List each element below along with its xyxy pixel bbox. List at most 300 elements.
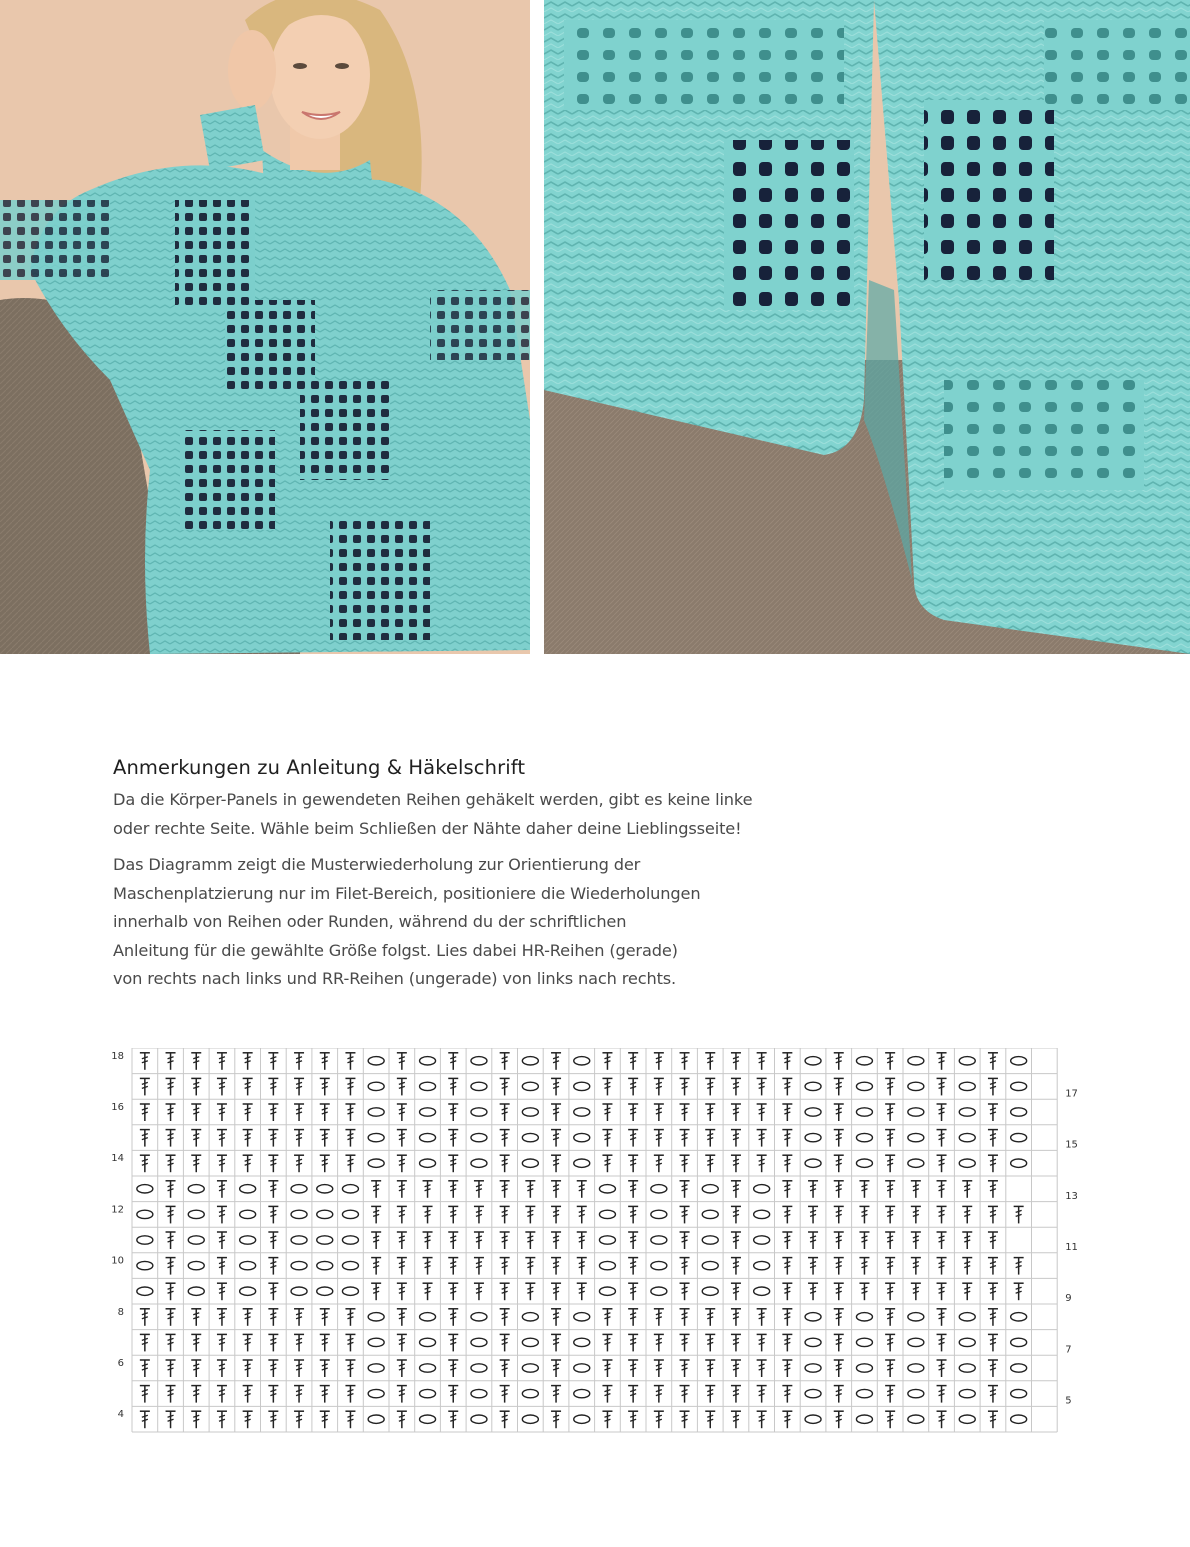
- chain-stitch-icon: [420, 1389, 436, 1397]
- treble-crochet-stitch-icon: [937, 1155, 947, 1172]
- chain-stitch-icon: [137, 1210, 153, 1218]
- treble-crochet-stitch-icon: [757, 1053, 767, 1070]
- treble-crochet-stitch-icon: [397, 1104, 407, 1121]
- treble-crochet-stitch-icon: [885, 1283, 895, 1300]
- chain-stitch-icon: [342, 1185, 358, 1193]
- chain-stitch-icon: [574, 1108, 590, 1116]
- chain-stitch-icon: [368, 1364, 384, 1372]
- chain-stitch-icon: [856, 1389, 872, 1397]
- treble-crochet-stitch-icon: [268, 1309, 278, 1326]
- chain-stitch-icon: [702, 1236, 718, 1244]
- treble-crochet-stitch-icon: [628, 1053, 638, 1070]
- treble-crochet-stitch-icon: [731, 1283, 741, 1300]
- treble-crochet-stitch-icon: [782, 1130, 792, 1147]
- treble-crochet-stitch-icon: [294, 1155, 304, 1172]
- treble-crochet-stitch-icon: [500, 1155, 510, 1172]
- treble-crochet-stitch-icon: [731, 1411, 741, 1428]
- chain-stitch-icon: [651, 1236, 667, 1244]
- chain-stitch-icon: [908, 1415, 924, 1423]
- chain-stitch-icon: [574, 1159, 590, 1167]
- chain-stitch-icon: [342, 1261, 358, 1269]
- treble-crochet-stitch-icon: [551, 1130, 561, 1147]
- treble-crochet-stitch-icon: [937, 1130, 947, 1147]
- row-number-label: 10: [111, 1255, 124, 1267]
- treble-crochet-stitch-icon: [294, 1130, 304, 1147]
- treble-crochet-stitch-icon: [500, 1130, 510, 1147]
- treble-crochet-stitch-icon: [217, 1130, 227, 1147]
- treble-crochet-stitch-icon: [885, 1206, 895, 1223]
- treble-crochet-stitch-icon: [705, 1334, 715, 1351]
- chain-stitch-icon: [420, 1338, 436, 1346]
- chain-stitch-icon: [188, 1261, 204, 1269]
- treble-crochet-stitch-icon: [217, 1155, 227, 1172]
- treble-crochet-stitch-icon: [217, 1232, 227, 1249]
- chain-stitch-icon: [522, 1313, 538, 1321]
- treble-crochet-stitch-icon: [217, 1309, 227, 1326]
- chart-row: [140, 1130, 1078, 1151]
- chain-stitch-icon: [368, 1415, 384, 1423]
- chain-stitch-icon: [317, 1261, 333, 1269]
- treble-crochet-stitch-icon: [654, 1155, 664, 1172]
- chain-stitch-icon: [805, 1057, 821, 1065]
- treble-crochet-stitch-icon: [140, 1130, 150, 1147]
- chain-stitch-icon: [805, 1313, 821, 1321]
- chain-stitch-icon: [856, 1338, 872, 1346]
- treble-crochet-stitch-icon: [988, 1309, 998, 1326]
- chain-stitch-icon: [1011, 1415, 1027, 1423]
- treble-crochet-stitch-icon: [1014, 1283, 1024, 1300]
- treble-crochet-stitch-icon: [885, 1258, 895, 1275]
- treble-crochet-stitch-icon: [577, 1181, 587, 1198]
- treble-crochet-stitch-icon: [217, 1053, 227, 1070]
- chain-stitch-icon: [137, 1185, 153, 1193]
- chart-row: [111, 1204, 1023, 1223]
- chain-stitch-icon: [1011, 1338, 1027, 1346]
- chain-stitch-icon: [1011, 1389, 1027, 1397]
- treble-crochet-stitch-icon: [397, 1283, 407, 1300]
- chart-row: [140, 1334, 1072, 1355]
- treble-crochet-stitch-icon: [448, 1411, 458, 1428]
- chain-stitch-icon: [574, 1057, 590, 1065]
- chain-stitch-icon: [754, 1261, 770, 1269]
- treble-crochet-stitch-icon: [577, 1283, 587, 1300]
- treble-crochet-stitch-icon: [345, 1155, 355, 1172]
- row-number-label: 14: [111, 1153, 124, 1165]
- treble-crochet-stitch-icon: [423, 1206, 433, 1223]
- treble-crochet-stitch-icon: [680, 1078, 690, 1095]
- notes-line: Das Diagramm zeigt die Musterwiederholung zur Orientierung der: [113, 855, 641, 874]
- chain-stitch-icon: [368, 1108, 384, 1116]
- treble-crochet-stitch-icon: [500, 1360, 510, 1377]
- chain-stitch-icon: [805, 1389, 821, 1397]
- treble-crochet-stitch-icon: [525, 1181, 535, 1198]
- treble-crochet-stitch-icon: [680, 1155, 690, 1172]
- treble-crochet-stitch-icon: [628, 1130, 638, 1147]
- chain-stitch-icon: [599, 1287, 615, 1295]
- chain-stitch-icon: [471, 1108, 487, 1116]
- treble-crochet-stitch-icon: [757, 1078, 767, 1095]
- treble-crochet-stitch-icon: [217, 1283, 227, 1300]
- treble-crochet-stitch-icon: [962, 1206, 972, 1223]
- chart-row: [118, 1409, 1027, 1428]
- chain-stitch-icon: [574, 1133, 590, 1141]
- treble-crochet-stitch-icon: [654, 1334, 664, 1351]
- treble-crochet-stitch-icon: [937, 1334, 947, 1351]
- treble-crochet-stitch-icon: [397, 1155, 407, 1172]
- treble-crochet-stitch-icon: [191, 1104, 201, 1121]
- treble-crochet-stitch-icon: [705, 1104, 715, 1121]
- treble-crochet-stitch-icon: [885, 1104, 895, 1121]
- chain-stitch-icon: [856, 1313, 872, 1321]
- treble-crochet-stitch-icon: [808, 1232, 818, 1249]
- treble-crochet-stitch-icon: [448, 1206, 458, 1223]
- treble-crochet-stitch-icon: [731, 1334, 741, 1351]
- treble-crochet-stitch-icon: [911, 1283, 921, 1300]
- treble-crochet-stitch-icon: [988, 1360, 998, 1377]
- chain-stitch-icon: [574, 1389, 590, 1397]
- treble-crochet-stitch-icon: [731, 1130, 741, 1147]
- notes-paragraph-2: [113, 851, 853, 994]
- treble-crochet-stitch-icon: [885, 1334, 895, 1351]
- treble-crochet-stitch-icon: [371, 1206, 381, 1223]
- treble-crochet-stitch-icon: [243, 1104, 253, 1121]
- treble-crochet-stitch-icon: [371, 1283, 381, 1300]
- treble-crochet-stitch-icon: [371, 1232, 381, 1249]
- treble-crochet-stitch-icon: [217, 1411, 227, 1428]
- treble-crochet-stitch-icon: [731, 1053, 741, 1070]
- chain-stitch-icon: [908, 1133, 924, 1141]
- chain-stitch-icon: [908, 1389, 924, 1397]
- treble-crochet-stitch-icon: [166, 1334, 176, 1351]
- row-number-label: 11: [1065, 1242, 1078, 1253]
- treble-crochet-stitch-icon: [988, 1283, 998, 1300]
- treble-crochet-stitch-icon: [191, 1053, 201, 1070]
- treble-crochet-stitch-icon: [680, 1104, 690, 1121]
- chain-stitch-icon: [1011, 1108, 1027, 1116]
- treble-crochet-stitch-icon: [243, 1386, 253, 1403]
- chart-row: [137, 1232, 1078, 1253]
- treble-crochet-stitch-icon: [705, 1078, 715, 1095]
- chain-stitch-icon: [599, 1185, 615, 1193]
- treble-crochet-stitch-icon: [962, 1283, 972, 1300]
- treble-crochet-stitch-icon: [937, 1258, 947, 1275]
- treble-crochet-stitch-icon: [988, 1130, 998, 1147]
- notes-heading: Anmerkungen zu Anleitung & Häkelschrift: [113, 756, 526, 779]
- treble-crochet-stitch-icon: [680, 1206, 690, 1223]
- chart-row: [140, 1386, 1072, 1407]
- treble-crochet-stitch-icon: [500, 1078, 510, 1095]
- chain-stitch-icon: [471, 1159, 487, 1167]
- chain-stitch-icon: [1011, 1364, 1027, 1372]
- chain-stitch-icon: [420, 1082, 436, 1090]
- chain-stitch-icon: [240, 1287, 256, 1295]
- treble-crochet-stitch-icon: [705, 1411, 715, 1428]
- treble-crochet-stitch-icon: [680, 1309, 690, 1326]
- treble-crochet-stitch-icon: [345, 1104, 355, 1121]
- treble-crochet-stitch-icon: [731, 1078, 741, 1095]
- treble-crochet-stitch-icon: [345, 1309, 355, 1326]
- chart-row: [111, 1256, 1023, 1275]
- treble-crochet-stitch-icon: [911, 1258, 921, 1275]
- treble-crochet-stitch-icon: [782, 1155, 792, 1172]
- row-number-label: 12: [111, 1204, 124, 1216]
- treble-crochet-stitch-icon: [731, 1309, 741, 1326]
- treble-crochet-stitch-icon: [345, 1360, 355, 1377]
- chain-stitch-icon: [368, 1159, 384, 1167]
- treble-crochet-stitch-icon: [448, 1053, 458, 1070]
- treble-crochet-stitch-icon: [834, 1181, 844, 1198]
- chain-stitch-icon: [240, 1185, 256, 1193]
- chain-stitch-icon: [959, 1389, 975, 1397]
- treble-crochet-stitch-icon: [731, 1232, 741, 1249]
- treble-crochet-stitch-icon: [988, 1411, 998, 1428]
- treble-crochet-stitch-icon: [243, 1053, 253, 1070]
- chain-stitch-icon: [291, 1185, 307, 1193]
- treble-crochet-stitch-icon: [268, 1104, 278, 1121]
- treble-crochet-stitch-icon: [140, 1360, 150, 1377]
- treble-crochet-stitch-icon: [166, 1206, 176, 1223]
- treble-crochet-stitch-icon: [628, 1386, 638, 1403]
- treble-crochet-stitch-icon: [937, 1386, 947, 1403]
- treble-crochet-stitch-icon: [731, 1360, 741, 1377]
- chain-stitch-icon: [754, 1287, 770, 1295]
- treble-crochet-stitch-icon: [140, 1309, 150, 1326]
- treble-crochet-stitch-icon: [166, 1386, 176, 1403]
- chain-stitch-icon: [805, 1159, 821, 1167]
- treble-crochet-stitch-icon: [782, 1104, 792, 1121]
- chain-stitch-icon: [137, 1287, 153, 1295]
- treble-crochet-stitch-icon: [371, 1181, 381, 1198]
- chain-stitch-icon: [522, 1082, 538, 1090]
- chain-stitch-icon: [471, 1364, 487, 1372]
- treble-crochet-stitch-icon: [988, 1078, 998, 1095]
- chain-stitch-icon: [856, 1057, 872, 1065]
- chain-stitch-icon: [574, 1364, 590, 1372]
- hem-detail-photo: [544, 0, 1190, 654]
- treble-crochet-stitch-icon: [500, 1386, 510, 1403]
- treble-crochet-stitch-icon: [782, 1309, 792, 1326]
- treble-crochet-stitch-icon: [962, 1181, 972, 1198]
- treble-crochet-stitch-icon: [937, 1232, 947, 1249]
- chain-stitch-icon: [1011, 1057, 1027, 1065]
- chain-stitch-icon: [959, 1313, 975, 1321]
- treble-crochet-stitch-icon: [680, 1360, 690, 1377]
- treble-crochet-stitch-icon: [423, 1283, 433, 1300]
- treble-crochet-stitch-icon: [937, 1206, 947, 1223]
- treble-crochet-stitch-icon: [602, 1053, 612, 1070]
- treble-crochet-stitch-icon: [320, 1309, 330, 1326]
- chain-stitch-icon: [599, 1236, 615, 1244]
- chain-stitch-icon: [805, 1415, 821, 1423]
- treble-crochet-stitch-icon: [191, 1360, 201, 1377]
- chain-stitch-icon: [522, 1108, 538, 1116]
- chain-stitch-icon: [522, 1389, 538, 1397]
- chain-stitch-icon: [368, 1313, 384, 1321]
- treble-crochet-stitch-icon: [988, 1232, 998, 1249]
- treble-crochet-stitch-icon: [448, 1309, 458, 1326]
- treble-crochet-stitch-icon: [268, 1130, 278, 1147]
- treble-crochet-stitch-icon: [551, 1232, 561, 1249]
- notes-line: von rechts nach links und RR-Reihen (ungerade) von links nach rechts.: [113, 969, 677, 988]
- treble-crochet-stitch-icon: [680, 1130, 690, 1147]
- treble-crochet-stitch-icon: [680, 1386, 690, 1403]
- treble-crochet-stitch-icon: [859, 1232, 869, 1249]
- treble-crochet-stitch-icon: [808, 1181, 818, 1198]
- chain-stitch-icon: [317, 1287, 333, 1295]
- chart-row: [137, 1283, 1072, 1304]
- treble-crochet-stitch-icon: [294, 1078, 304, 1095]
- treble-crochet-stitch-icon: [834, 1053, 844, 1070]
- treble-crochet-stitch-icon: [320, 1360, 330, 1377]
- chart-row: [137, 1181, 1078, 1202]
- treble-crochet-stitch-icon: [140, 1411, 150, 1428]
- chain-stitch-icon: [754, 1210, 770, 1218]
- treble-crochet-stitch-icon: [988, 1258, 998, 1275]
- treble-crochet-stitch-icon: [962, 1258, 972, 1275]
- treble-crochet-stitch-icon: [345, 1334, 355, 1351]
- chain-stitch-icon: [702, 1185, 718, 1193]
- treble-crochet-stitch-icon: [500, 1181, 510, 1198]
- treble-crochet-stitch-icon: [654, 1411, 664, 1428]
- treble-crochet-stitch-icon: [243, 1411, 253, 1428]
- treble-crochet-stitch-icon: [757, 1386, 767, 1403]
- chain-stitch-icon: [959, 1082, 975, 1090]
- treble-crochet-stitch-icon: [243, 1155, 253, 1172]
- treble-crochet-stitch-icon: [834, 1411, 844, 1428]
- treble-crochet-stitch-icon: [268, 1206, 278, 1223]
- chain-stitch-icon: [908, 1082, 924, 1090]
- chain-stitch-icon: [317, 1185, 333, 1193]
- treble-crochet-stitch-icon: [731, 1181, 741, 1198]
- treble-crochet-stitch-icon: [859, 1283, 869, 1300]
- chain-stitch-icon: [188, 1236, 204, 1244]
- treble-crochet-stitch-icon: [705, 1386, 715, 1403]
- treble-crochet-stitch-icon: [320, 1334, 330, 1351]
- treble-crochet-stitch-icon: [654, 1053, 664, 1070]
- treble-crochet-stitch-icon: [551, 1360, 561, 1377]
- treble-crochet-stitch-icon: [166, 1232, 176, 1249]
- treble-crochet-stitch-icon: [731, 1206, 741, 1223]
- treble-crochet-stitch-icon: [140, 1053, 150, 1070]
- chain-stitch-icon: [959, 1364, 975, 1372]
- treble-crochet-stitch-icon: [602, 1078, 612, 1095]
- treble-crochet-stitch-icon: [474, 1206, 484, 1223]
- treble-crochet-stitch-icon: [885, 1053, 895, 1070]
- chain-stitch-icon: [342, 1236, 358, 1244]
- treble-crochet-stitch-icon: [166, 1360, 176, 1377]
- treble-crochet-stitch-icon: [166, 1053, 176, 1070]
- treble-crochet-stitch-icon: [448, 1232, 458, 1249]
- treble-crochet-stitch-icon: [680, 1283, 690, 1300]
- treble-crochet-stitch-icon: [937, 1078, 947, 1095]
- treble-crochet-stitch-icon: [988, 1334, 998, 1351]
- treble-crochet-stitch-icon: [500, 1411, 510, 1428]
- chain-stitch-icon: [368, 1338, 384, 1346]
- chain-stitch-icon: [1011, 1082, 1027, 1090]
- chain-stitch-icon: [522, 1338, 538, 1346]
- treble-crochet-stitch-icon: [294, 1334, 304, 1351]
- treble-crochet-stitch-icon: [268, 1334, 278, 1351]
- treble-crochet-stitch-icon: [268, 1078, 278, 1095]
- chain-stitch-icon: [420, 1133, 436, 1141]
- treble-crochet-stitch-icon: [551, 1206, 561, 1223]
- chain-stitch-icon: [420, 1415, 436, 1423]
- treble-crochet-stitch-icon: [397, 1206, 407, 1223]
- treble-crochet-stitch-icon: [757, 1334, 767, 1351]
- treble-crochet-stitch-icon: [166, 1155, 176, 1172]
- chain-stitch-icon: [1011, 1313, 1027, 1321]
- treble-crochet-stitch-icon: [757, 1309, 767, 1326]
- treble-crochet-stitch-icon: [474, 1181, 484, 1198]
- sweater-model-illustration: [0, 0, 530, 654]
- treble-crochet-stitch-icon: [782, 1334, 792, 1351]
- treble-crochet-stitch-icon: [345, 1411, 355, 1428]
- treble-crochet-stitch-icon: [166, 1104, 176, 1121]
- chain-stitch-icon: [959, 1338, 975, 1346]
- chain-stitch-icon: [522, 1364, 538, 1372]
- pattern-notes: [113, 756, 853, 1002]
- treble-crochet-stitch-icon: [1014, 1206, 1024, 1223]
- treble-crochet-stitch-icon: [885, 1130, 895, 1147]
- treble-crochet-stitch-icon: [988, 1386, 998, 1403]
- chain-stitch-icon: [574, 1415, 590, 1423]
- treble-crochet-stitch-icon: [500, 1232, 510, 1249]
- row-number-label: 5: [1065, 1395, 1072, 1407]
- chain-stitch-icon: [908, 1057, 924, 1065]
- chain-stitch-icon: [240, 1236, 256, 1244]
- notes-line: Da die Körper-Panels in gewendeten Reihen gehäkelt werden, gibt es keine linke: [113, 790, 753, 809]
- treble-crochet-stitch-icon: [397, 1078, 407, 1095]
- treble-crochet-stitch-icon: [397, 1309, 407, 1326]
- chain-stitch-icon: [959, 1057, 975, 1065]
- crochet-chart: [104, 1048, 1084, 1438]
- treble-crochet-stitch-icon: [885, 1360, 895, 1377]
- chain-stitch-icon: [188, 1287, 204, 1295]
- treble-crochet-stitch-icon: [320, 1078, 330, 1095]
- treble-crochet-stitch-icon: [500, 1309, 510, 1326]
- treble-crochet-stitch-icon: [397, 1232, 407, 1249]
- treble-crochet-stitch-icon: [140, 1078, 150, 1095]
- treble-crochet-stitch-icon: [885, 1181, 895, 1198]
- chain-stitch-icon: [959, 1415, 975, 1423]
- chain-stitch-icon: [856, 1108, 872, 1116]
- chain-stitch-icon: [522, 1159, 538, 1167]
- treble-crochet-stitch-icon: [602, 1309, 612, 1326]
- treble-crochet-stitch-icon: [782, 1206, 792, 1223]
- chain-stitch-icon: [522, 1415, 538, 1423]
- treble-crochet-stitch-icon: [834, 1155, 844, 1172]
- row-number-label: 6: [117, 1358, 124, 1369]
- chart-row: [118, 1307, 1027, 1326]
- treble-crochet-stitch-icon: [294, 1360, 304, 1377]
- treble-crochet-stitch-icon: [320, 1155, 330, 1172]
- treble-crochet-stitch-icon: [628, 1155, 638, 1172]
- treble-crochet-stitch-icon: [371, 1258, 381, 1275]
- treble-crochet-stitch-icon: [602, 1386, 612, 1403]
- treble-crochet-stitch-icon: [680, 1258, 690, 1275]
- treble-crochet-stitch-icon: [345, 1053, 355, 1070]
- treble-crochet-stitch-icon: [808, 1283, 818, 1300]
- treble-crochet-stitch-icon: [937, 1053, 947, 1070]
- treble-crochet-stitch-icon: [474, 1232, 484, 1249]
- treble-crochet-stitch-icon: [345, 1078, 355, 1095]
- row-number-label: 4: [117, 1409, 124, 1421]
- row-number-label: 16: [111, 1102, 124, 1113]
- chain-stitch-icon: [574, 1313, 590, 1321]
- treble-crochet-stitch-icon: [705, 1130, 715, 1147]
- chain-stitch-icon: [420, 1313, 436, 1321]
- treble-crochet-stitch-icon: [423, 1258, 433, 1275]
